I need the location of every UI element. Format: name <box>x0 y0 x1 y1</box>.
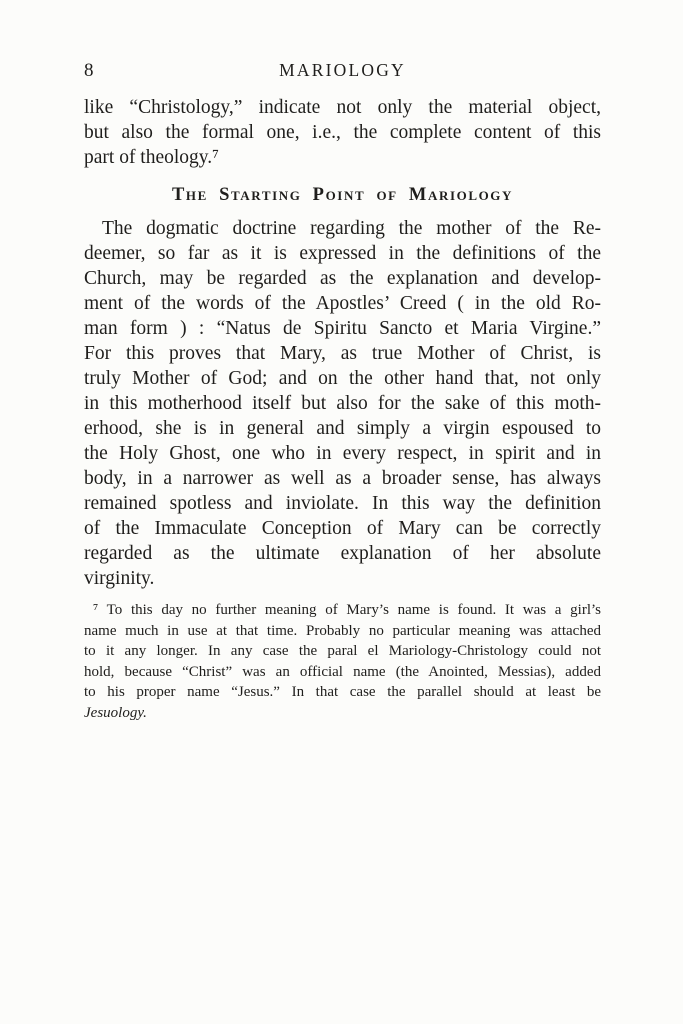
paragraph-main <box>84 216 601 591</box>
page-number: 8 <box>84 60 94 81</box>
text-line: truly Mother of God; and on the other hand that, not only <box>84 368 601 389</box>
text-line: deemer, so far as it is expressed in the definitions of the <box>84 243 601 264</box>
text-line: Church, may be regarded as the explanation and develop- <box>84 268 601 289</box>
text-line: The dogmatic doctrine regarding the mother of the Re- <box>102 218 601 239</box>
text-line: name much in use at that time. Probably no particular meaning was attached <box>84 622 601 639</box>
text-line: in this motherhood itself but also for the sake of this moth- <box>84 393 601 414</box>
text-line: ment of the words of the Apostles’ Creed ( in the old Ro- <box>84 293 601 314</box>
text-line: to his proper name “Jesus.” In that case the parallel should at least be <box>84 684 601 700</box>
running-title: MARIOLOGY <box>279 60 406 80</box>
text-line: hold, because “Christ” was an official name (the Anointed, Messias), added <box>84 663 601 680</box>
paragraph-continuation <box>84 95 601 170</box>
footnote <box>84 600 601 723</box>
text-line: remained spotless and inviolate. In this way the definition <box>84 493 601 514</box>
text-line: like “Christology,” indicate not only the material object, <box>84 97 601 118</box>
text-line: part of theology.⁷ <box>84 147 219 168</box>
text-line: erhood, she is in general and simply a virgin espoused to <box>84 418 601 439</box>
text-line: ⁷ To this day no further meaning of Mary’s name is found. It was a girl’s <box>93 602 601 618</box>
section-heading: The Starting Point of Mariology <box>171 185 514 205</box>
text-line: man form ) : “Natus de Spiritu Sancto et Maria Virgine.” <box>84 318 601 339</box>
text-line: virginity. <box>84 568 155 589</box>
text-line: to it any longer. In any case the paral el Mariology-Christology could not <box>84 643 601 659</box>
text-line: regarded as the ultimate explanation of her absolute <box>84 543 601 564</box>
text-line: For this proves that Mary, as true Mother of Christ, is <box>84 343 601 364</box>
page-header <box>84 60 601 84</box>
text-line: Jesuology. <box>84 704 147 721</box>
text-line: body, in a narrower as well as a broader sense, has always <box>84 468 601 489</box>
text-line: the Holy Ghost, one who in every respect, in spirit and in <box>84 443 601 464</box>
text-line: but also the formal one, i.e., the complete content of this <box>84 122 601 143</box>
text-line: of the Immaculate Conception of Mary can be correctly <box>84 518 601 539</box>
